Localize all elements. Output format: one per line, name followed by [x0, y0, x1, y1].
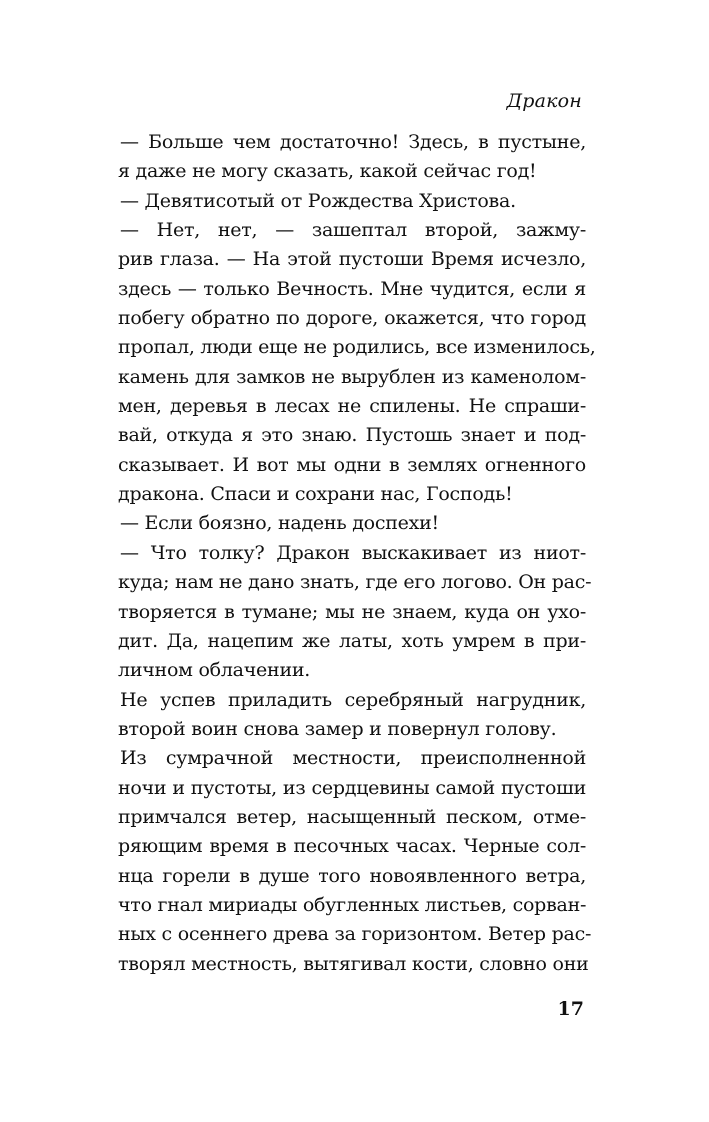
text-line: второй воин снова замер и повернул голову.: [118, 717, 557, 740]
text-line: личном облачении.: [118, 659, 311, 682]
text-line: творяется в тумане; мы не знаем, куда он ухо-: [118, 600, 586, 623]
text-line: Не успев приладить серебряный нагрудник,: [120, 688, 586, 711]
text-line: ных с осеннего древа за горизонтом. Ветер рас-: [118, 923, 592, 946]
text-line: пропал, люди еще не родились, все изменилось,: [118, 336, 596, 359]
running-header: Дракон: [506, 90, 582, 112]
text-line: вай, откуда я это знаю. Пустошь знает и под-: [118, 424, 586, 447]
text-line: — Нет, нет, — зашептал второй, зажму-: [120, 219, 586, 242]
text-line: куда; нам не дано знать, где его логово. Он рас-: [118, 571, 592, 594]
text-line: я даже не могу сказать, какой сейчас год!: [118, 160, 537, 183]
text-line: дит. Да, нацепим же латы, хоть умрем в при-: [118, 629, 586, 652]
text-line: сказывает. И вот мы одни в землях огненного: [118, 453, 586, 476]
text-line: — Девятисотый от Рождества Христова.: [120, 189, 516, 212]
body-text: [118, 128, 596, 979]
text-line: ряющим время в песочных часах. Черные сол-: [118, 835, 586, 858]
text-line: ночи и пустоты, из сердцевины самой пустоши: [118, 776, 586, 799]
text-line: творял местность, вытягивал кости, словно они: [118, 952, 589, 975]
text-line: что гнал мириады обугленных листьев, сорван-: [118, 893, 587, 916]
text-line: здесь — только Вечность. Мне чудится, если я: [118, 277, 586, 300]
text-line: рив глаза. — На этой пустоши Время исчезло,: [118, 248, 586, 271]
text-line: побегу обратно по дороге, окажется, что город: [118, 307, 586, 330]
text-line: Из сумрачной местности, преисполненной: [120, 747, 586, 770]
text-line: камень для замков не вырублен из каменолом-: [118, 365, 586, 388]
page-number: 17: [557, 998, 584, 1020]
text-line: нца горели в душе того новоявленного ветра,: [118, 864, 586, 887]
text-line: примчался ветер, насыщенный песком, отме-: [118, 805, 586, 828]
text-line: — Что толку? Дракон выскакивает из ниот-: [120, 541, 586, 564]
text-line: — Если боязно, надень доспехи!: [120, 512, 439, 535]
text-line: мен, деревья в лесах не спилены. Не спраши-: [118, 395, 586, 418]
text-line: дракона. Спаси и сохрани нас, Господь!: [118, 483, 513, 506]
text-line: — Больше чем достаточно! Здесь, в пустыне,: [120, 131, 586, 153]
